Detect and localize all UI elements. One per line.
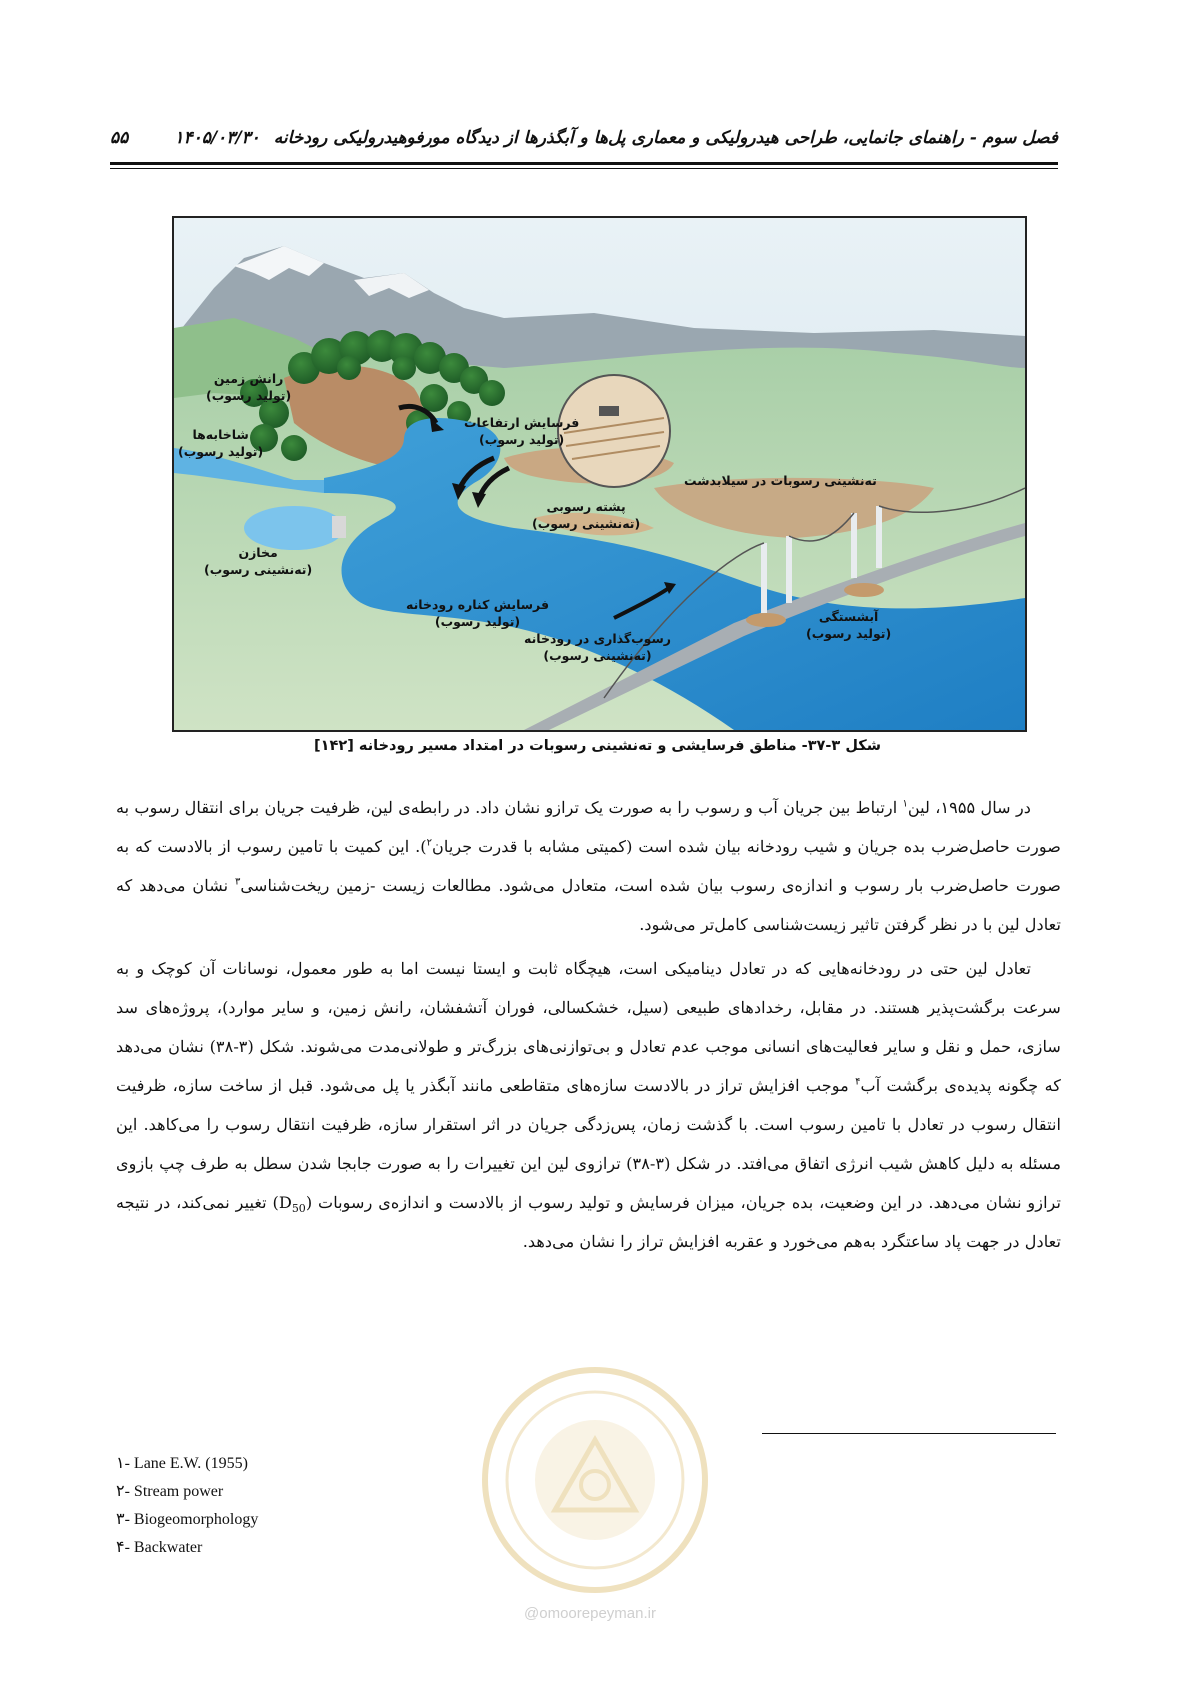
label-upland-erosion [464,414,579,448]
d-letter: D [278,1193,292,1212]
footnote-ref: ۴ [855,1076,861,1088]
label-line: آبشستگی [818,609,879,624]
label-line: رسوب‌گذاری در رودخانه [524,631,671,646]
label-line: فرسایش ارتفاعات [464,415,580,430]
footnote-ref: ۳ [235,876,241,888]
label-line: رانش زمین [213,371,284,386]
label-tributaries [178,426,263,460]
footnote-ref: ۲ [426,837,433,849]
label-line: (ته‌نشینی رسوب) [204,562,313,577]
page-number: ۵۵ [110,128,129,148]
scour-hole [746,613,786,627]
footnote-ref: ۱ [902,798,908,810]
footnote-1: ۱- Lane E.W. (1955) [116,1455,248,1472]
label-line: پشته رسوبی [546,499,626,514]
label-line: (تولید رسوب) [806,626,892,641]
label-landslide [206,370,291,404]
paragraph-1 [116,788,1061,944]
footnote-3: ۳- Biogeomorphology [116,1511,259,1528]
label-line: (ته‌نشینی رسوب) [543,648,652,663]
label-floodplain [684,472,877,489]
label-line: مخازن [238,545,278,560]
text-run: موجب افزایش تراز در بالادست سازه‌های متقاطعی مانند آبگذر یا پل می‌شود. قبل از ساخت سازه، ظرفیت انتقال رسوب در تعادل با تامین رسوب است. با گذشت زمان، پس‌زدگی جریان در اثر استقرار سازه، ظرفیت انتقال رسوب را می‌کاهد. این مسئله به دلیل کاهش شیب انرژی اتفاق می‌افتد. در شکل (۳-۳۸) ترازوی لین این تغییرات را به صورت جابجا شدن سطل به طرف چپ بازوی ترازو نشان می‌دهد. در این وضعیت، بده جریان، میزان فرسایش و تولید رسوب از بالادست و اندازه‌ی رسوبات ( [116,1076,1061,1212]
label-line: (تولید رسوب) [434,614,521,629]
label-scour [806,608,891,642]
page-header [110,128,1058,158]
text-run: نشان می‌دهد که تعادل لین با در نظر گرفتن تاثیر زیست‌شناسی کامل‌تر می‌شود. [116,876,1061,934]
figure-river-sediment [172,216,1027,732]
scour-hole [844,583,884,597]
text-run: در سال ۱۹۵۵، لین [907,798,1032,817]
d-subscript: 50 [291,1202,306,1216]
text-run: ) تغییر نمی‌کند، در نتیجه تعادل در جهت پاد ساعتگرد به‌هم می‌خورد و عقربه افزایش تراز را نشان می‌دهد. [116,1193,1061,1251]
label-reservoir [204,544,312,578]
header-rule-thin [110,168,1058,169]
footnotes [116,1450,516,1562]
label-line: شاخابه‌ها [192,427,249,442]
paragraph-2 [116,949,1061,1261]
footnote-2: ۲- Stream power [116,1483,224,1500]
header-rule-thick [110,162,1058,165]
text-run: ). این کمیت با تامین رسوب از بالادست که به صورت حاصل‌ضرب بار رسوب و اندازه‌ی رسوب بیان شده است، متعادل می‌شود. مطالعات زیست -زمین ریخت‌شناسی [116,837,1061,895]
label-sediment-bar [532,498,640,532]
footnote-rule [762,1433,1056,1434]
d50-symbol [278,1193,306,1216]
running-title-text: فصل سوم - راهنمای جانمایی، طراحی هیدرولیکی و معماری پل‌ها و آبگذرها از دیدگاه مورفوهیدرولیکی رودخانه [273,128,1058,148]
figure-caption: شکل ۳-۳۷- مناطق فرسایشی و ته‌نشینی رسوبات در امتداد مسیر رودخانه [۱۴۲] [314,738,881,754]
label-bank-erosion [406,596,549,630]
text-run: تعادل لین حتی در رودخانه‌هایی که در تعادل دینامیکی است، هیچگاه ثابت و ایستا نیست اما به طور معمول، نوسانات آن کوچک و به سرعت برگشت‌پذیر هستند. در مقابل، رخدادهای طبیعی (سیل، خشکسالی، فوران آتشفشان، رانش زمین، و سایر موارد)، پروژه‌های سد سازی، حمل و نقل و سایر فعالیت‌های انسانی موجب عدم تعادل و بی‌توازنی‌های بزرگ‌تر و طولانی‌مدت می‌شوند. شکل (۳-۳۸) نشان می‌دهد که چگونه پدیده‌ی برگشت آب [116,959,1061,1095]
label-line: (تولید رسوب) [178,444,264,459]
label-line: فرسایش کناره رودخانه [406,597,550,612]
text-run: ارتباط بین جریان آب و رسوب را به صورت یک ترازو نشان داد. در رابطه‌ی لین، ظرفیت جریان برای انتقال رسوب به صورت حاصل‌ضرب بده جریان و شیب رودخانه بیان شده است (کمیتی مشابه با قدرت جریان [116,798,1061,856]
label-line: (ته‌نشینی رسوب) [532,516,641,531]
label-line: (تولید رسوب) [206,388,292,403]
label-channel-deposition [524,630,671,664]
running-title [174,128,1058,148]
watermark-site: @omoorepeyman.ir [524,1605,656,1622]
footnote-4: ۴- Backwater [116,1539,203,1556]
body-text [116,788,1061,1261]
header-date: ۱۴۰۵/۰۳/۳۰ [174,128,260,148]
tractor [599,406,619,416]
label-line: (تولید رسوب) [479,432,565,447]
label-line: ته‌نشینی رسوبات در سیلابدشت [684,473,877,488]
dam [332,516,346,538]
